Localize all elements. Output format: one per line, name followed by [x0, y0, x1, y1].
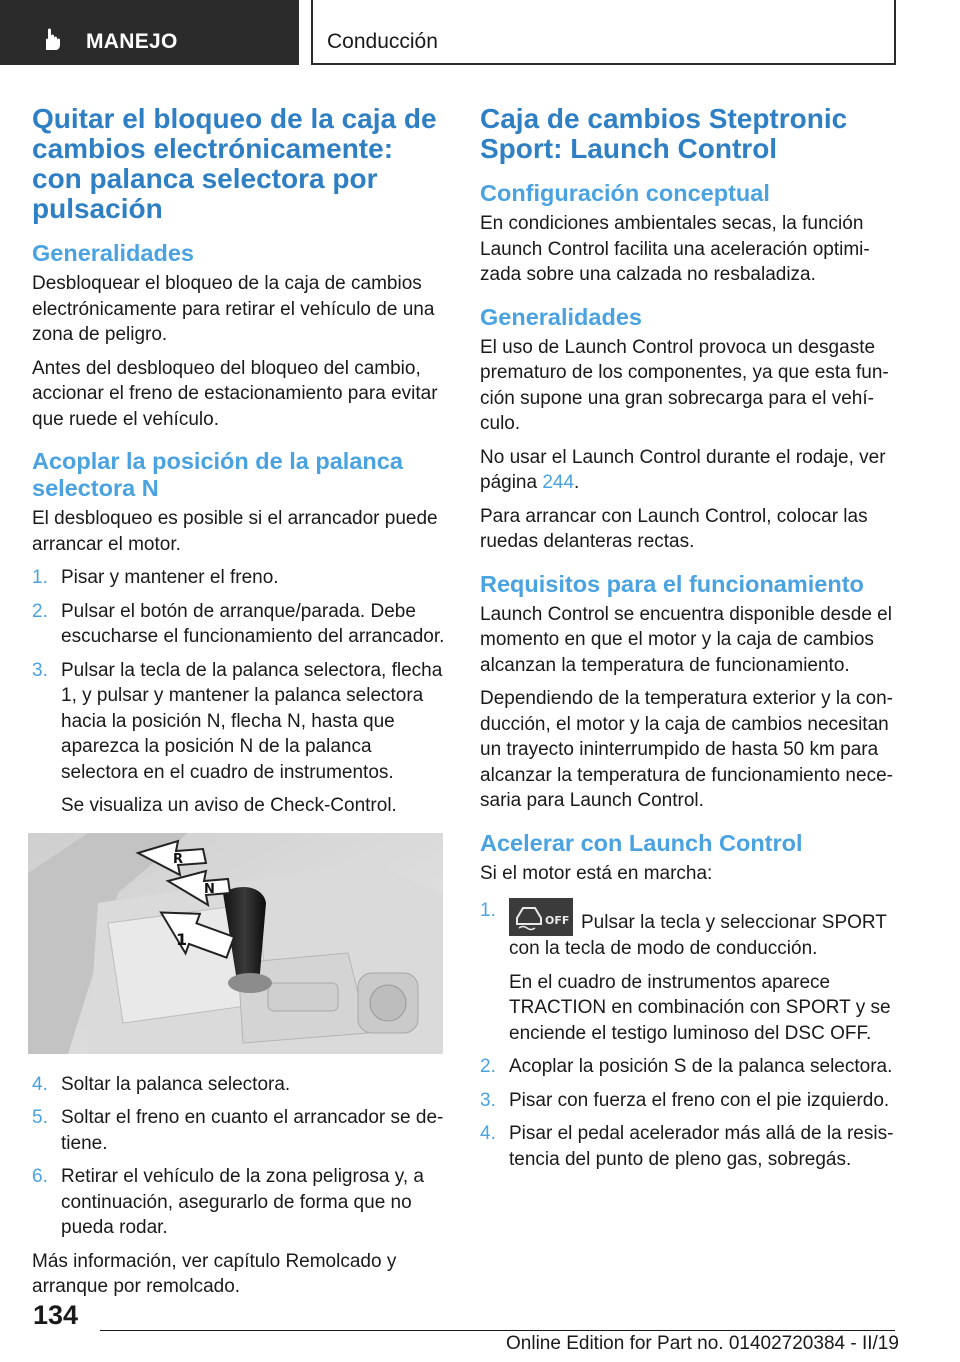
list-item: [32, 1072, 447, 1098]
right-gen-paragraph-3: Para arrancar con Launch Control, colocar las ruedas delanteras rectas.: [480, 505, 868, 552]
arrow-1-label: 1: [176, 929, 188, 949]
list-item-text: Pulsar la tecla de la palanca selectora, flecha 1, y pulsar y mantener la palanca selectora hacia la posición N, flecha N, hasta que aparezca la posición N de la palanca selectora en el cuadro de instrumentos.: [61, 659, 443, 783]
list-item: [480, 1121, 898, 1172]
page-number: 134: [33, 1300, 79, 1330]
footer-edition: Online Edition for Part no. 01402720384 - II/19: [506, 1333, 899, 1354]
steps-list-a: [32, 565, 447, 819]
concept-paragraph: En condiciones ambientales secas, la función Launch Control facilita una aceleración optimizada sobre una calzada no resbaladiza.: [480, 213, 870, 285]
list-item: [480, 1088, 898, 1114]
right-title: Caja de cambios Steptronic Sport: Launch Control: [480, 103, 848, 164]
chapter-label: Conducción: [327, 30, 438, 53]
acoplar-paragraph: El desbloqueo es posible si el arrancador puede arrancar el motor.: [32, 508, 438, 555]
hand-icon: [40, 26, 66, 52]
requisitos-heading: Requisitos para el funcionamiento: [480, 570, 864, 597]
list-item-text: Acoplar la posición S de la palanca selectora.: [509, 1056, 893, 1077]
dsc-off-icon: [509, 898, 573, 936]
right-generalidades-heading: Generalidades: [480, 303, 642, 330]
right-column: [480, 104, 898, 1180]
page-link[interactable]: 244: [542, 472, 575, 493]
arrow-n-label: N: [204, 881, 215, 897]
list-item: [32, 599, 447, 650]
left-gen-paragraph-1: Desbloquear el bloqueo de la caja de cambios electrónicamente para retirar el vehículo de una zona de peligro.: [32, 273, 435, 345]
list-item-number: 2.: [480, 1056, 496, 1077]
list-item-subtext: En el cuadro de instrumentos aparece TRACTION en combinación con SPORT y se enciende el testigo luminoso del DSC OFF.: [509, 971, 891, 1044]
gen-p2-text: No usar el Launch Control durante el rodaje, ver página: [480, 446, 886, 493]
list-item-text: Pisar con fuerza el freno con el pie izquierdo.: [509, 1089, 890, 1111]
list-item-text: Soltar el freno en cuanto el arrancador se detiene.: [61, 1107, 444, 1154]
dsc-icon-label: OFF: [545, 914, 570, 927]
list-item-text: Retirar el vehículo de la zona peligrosa y, a continuación, asegurarlo de forma que no pueda rodar.: [61, 1166, 424, 1238]
list-item: [32, 658, 447, 819]
list-item-number: 6.: [32, 1166, 48, 1187]
list-item-number: 2.: [32, 600, 48, 622]
left-column: [32, 104, 447, 1308]
gear-selector-illustration: [28, 833, 443, 1054]
right-gen-paragraph-2: [480, 445, 898, 496]
list-item-text: Pisar el pedal acelerador más allá de la resistencia del punto de pleno gas, sobregás.: [509, 1123, 894, 1170]
concept-heading: Configuración conceptual: [480, 180, 770, 206]
list-item-number: 3.: [480, 1089, 496, 1111]
arrow-r-label: R: [173, 851, 184, 867]
req-paragraph-1: Launch Control se encuentra disponible desde el momento en que el motor y la caja de cambios alcanzan la temperatura de funcionamiento.: [480, 603, 892, 676]
left-generalidades-heading: Generalidades: [32, 240, 194, 266]
header-section-tab: [0, 0, 299, 65]
steps-list-b: [32, 1072, 447, 1241]
list-item: [32, 1105, 447, 1156]
list-item: [32, 565, 447, 591]
footer-divider: [100, 1330, 895, 1331]
list-item: [480, 1054, 898, 1080]
acelerar-heading: Acelerar con Launch Control: [480, 829, 803, 856]
list-item-number: 4.: [480, 1123, 496, 1144]
list-item-text: Pisar y mantener el freno.: [61, 567, 279, 588]
more-info-paragraph: Más información, ver capítulo Remolcado y arranque por remolcado.: [32, 1250, 397, 1297]
list-item-number: 1.: [480, 900, 496, 921]
list-item: [32, 1164, 447, 1241]
list-item-number: 1.: [32, 567, 48, 588]
req-paragraph-2: Dependiendo de la temperatura exterior y la conducción, el motor y la caja de cambios necesitan un trayecto ininterrumpido de hasta 50 km para alcanzar la temperatura de funcionamiento necesaria para Launch Control.: [480, 688, 893, 811]
list-item: [480, 898, 898, 1046]
header-chapter: [311, 0, 896, 65]
launch-steps-list: [480, 898, 898, 1172]
left-title: Quitar el bloqueo de la caja de cambios electrónicamente: con palanca selectora por pulsación: [32, 103, 437, 224]
list-item-subtext: Se visualiza un aviso de Check-Control.: [61, 795, 397, 816]
left-gen-paragraph-2: Antes del desbloqueo del bloqueo del cambio, accionar el freno de estacionamiento para evitar que ruede el vehículo.: [32, 357, 438, 430]
list-item-text: Pulsar el botón de arranque/parada. Debe escucharse el funcionamiento del arrancador.: [61, 600, 445, 647]
right-gen-paragraph-1: El uso de Launch Control provoca un desgaste prematuro de los componentes, ya que esta función supone una gran sobrecarga para el vehículo.: [480, 336, 889, 434]
acelerar-paragraph: Si el motor está en marcha:: [480, 862, 713, 884]
list-item-number: 4.: [32, 1073, 48, 1095]
list-item-number: 3.: [32, 659, 48, 681]
list-item-text: Soltar la palanca selectora.: [61, 1073, 291, 1095]
list-item-number: 5.: [32, 1107, 48, 1128]
list-item-text: Pulsar la tecla y seleccionar SPORT con la tecla de modo de conducción.: [509, 912, 887, 959]
section-label: MANEJO: [86, 30, 178, 53]
acoplar-heading: Acoplar la posición de la palanca selectora N: [32, 448, 403, 501]
gen-p2-period: .: [574, 472, 580, 493]
